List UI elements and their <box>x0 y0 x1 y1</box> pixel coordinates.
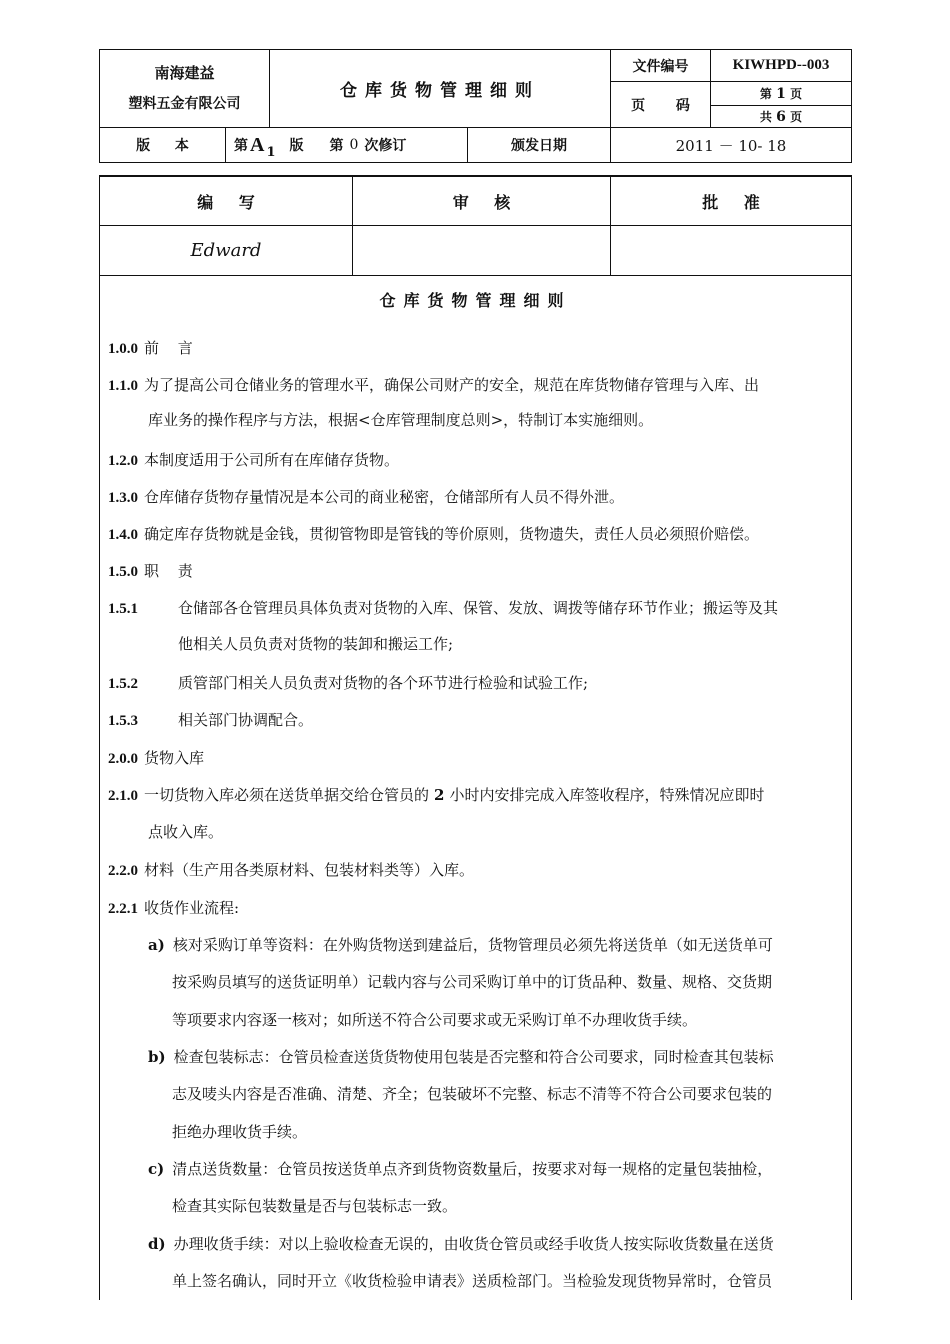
version-value: 第 A 1 版 第 0 次修订 <box>234 133 407 160</box>
company-name-line2: 塑料五金有限公司 <box>128 96 241 112</box>
section-1-2-0: 1.2.0 本制度适用于公司所有在库储存货物。 <box>108 451 400 469</box>
write-label: 编 写 <box>197 192 255 212</box>
issue-date: 2011 － 10- 18 <box>675 136 787 155</box>
item-a-cont-1: 按采购员填写的送货证明单）记载内容与公司采购订单中的订货品种、数量、规格、交货期 <box>172 973 773 991</box>
section-1-5-3: 1.5.3 相关部门协调配合。 <box>108 711 314 729</box>
doc-title: 仓库货物管理细则 <box>340 81 540 101</box>
section-2-2-1: 2.2.1 收货作业流程: <box>108 899 240 917</box>
page-total: 共 6 页 <box>759 108 803 125</box>
item-a-cont-2: 等项要求内容逐一核对；如所送不符合公司要求或无采购订单不办理收货手续。 <box>172 1011 698 1029</box>
item-b: b) 检查包装标志：仓管员检查送货货物使用包装是否完整和符合公司要求，同时检查其包装标 <box>148 1048 774 1066</box>
item-c: c) 清点送货数量：仓管员按送货单点齐到货物资数量后，按要求对每一规格的定量包装抽检， <box>148 1160 773 1178</box>
issue-date-label: 颁发日期 <box>511 138 567 154</box>
item-a: a) 核对采购订单等资料：在外购货物送到建益后，货物管理员必须先将送货单（如无送货单可 <box>148 936 773 954</box>
item-b-cont-2: 拒绝办理收货手续。 <box>172 1123 308 1141</box>
section-2-1-0-cont: 点收入库。 <box>148 823 224 841</box>
section-1-3-0: 1.3.0 仓库储存货物存量情况是本公司的商业秘密，仓储部所有人员不得外泄。 <box>108 488 625 506</box>
company-name-line1: 南海建益 <box>154 63 215 82</box>
section-1-5-1-cont: 他相关人员负责对货物的装卸和搬运工作; <box>178 635 454 653</box>
section-1-1-0-cont: 库业务的操作程序与方法，根据<仓库管理制度总则>，特制订本实施细则。 <box>148 411 654 429</box>
page-label: 页 码 <box>631 97 690 114</box>
section-1-4-0: 1.4.0 确定库存货物就是金钱，贯彻管物即是管钱的等价原则，货物遗失，责任人员必须照价赔偿。 <box>108 525 760 543</box>
version-label: 版 本 <box>136 138 189 154</box>
section-1-5-0: 1.5.0 职 责 <box>108 562 193 580</box>
section-2-0-0: 2.0.0 货物入库 <box>108 749 205 767</box>
reviewer-signature <box>353 226 610 275</box>
section-1-5-2: 1.5.2 质管部门相关人员负责对货物的各个环节进行检验和试验工作; <box>108 674 589 692</box>
approve-label: 批 准 <box>702 192 760 212</box>
file-no-label: 文件编号 <box>632 58 689 75</box>
section-1-5-1: 1.5.1 仓储部各仓管理员具体负责对货物的入库、保管、发放、调拨等储存环节作业；搬运等及其 <box>108 599 779 617</box>
section-1-0-0: 1.0.0 前 言 <box>108 339 193 357</box>
file-no: KIWHPD--003 <box>732 57 830 73</box>
writer-signature: Edward <box>190 240 262 261</box>
content-title: 仓库货物管理细则 <box>379 290 572 310</box>
section-1-1-0: 1.1.0 为了提高公司仓储业务的管理水平，确保公司财产的安全，规范在库货物储存管理与入库、出 <box>108 376 760 394</box>
item-b-cont-1: 志及唛头内容是否准确、清楚、齐全；包装破坏不完整、标志不清等不符合公司要求包装的 <box>172 1085 773 1103</box>
approver-signature <box>611 226 851 275</box>
item-c-cont: 检查其实际包装数量是否与包装标志一致。 <box>172 1197 458 1215</box>
page-current: 第 1 页 <box>759 85 803 102</box>
section-2-2-0: 2.2.0 材料（生产用各类原材料、包装材料类等）入库。 <box>108 861 475 879</box>
section-2-1-0: 2.1.0 一切货物入库必须在送货单据交给仓管员的 2 小时内安排完成入库签收程序，特殊情况应即时 <box>108 786 765 804</box>
item-d-cont: 单上签名确认，同时开立《收货检验申请表》送质检部门。当检验发现货物异常时，仓管员 <box>172 1272 773 1290</box>
review-label: 审 核 <box>452 192 511 212</box>
item-d: d) 办理收货手续：对以上验收检查无误的，由收货仓管员或经手收货人按实际收货数量在送货 <box>148 1235 774 1253</box>
